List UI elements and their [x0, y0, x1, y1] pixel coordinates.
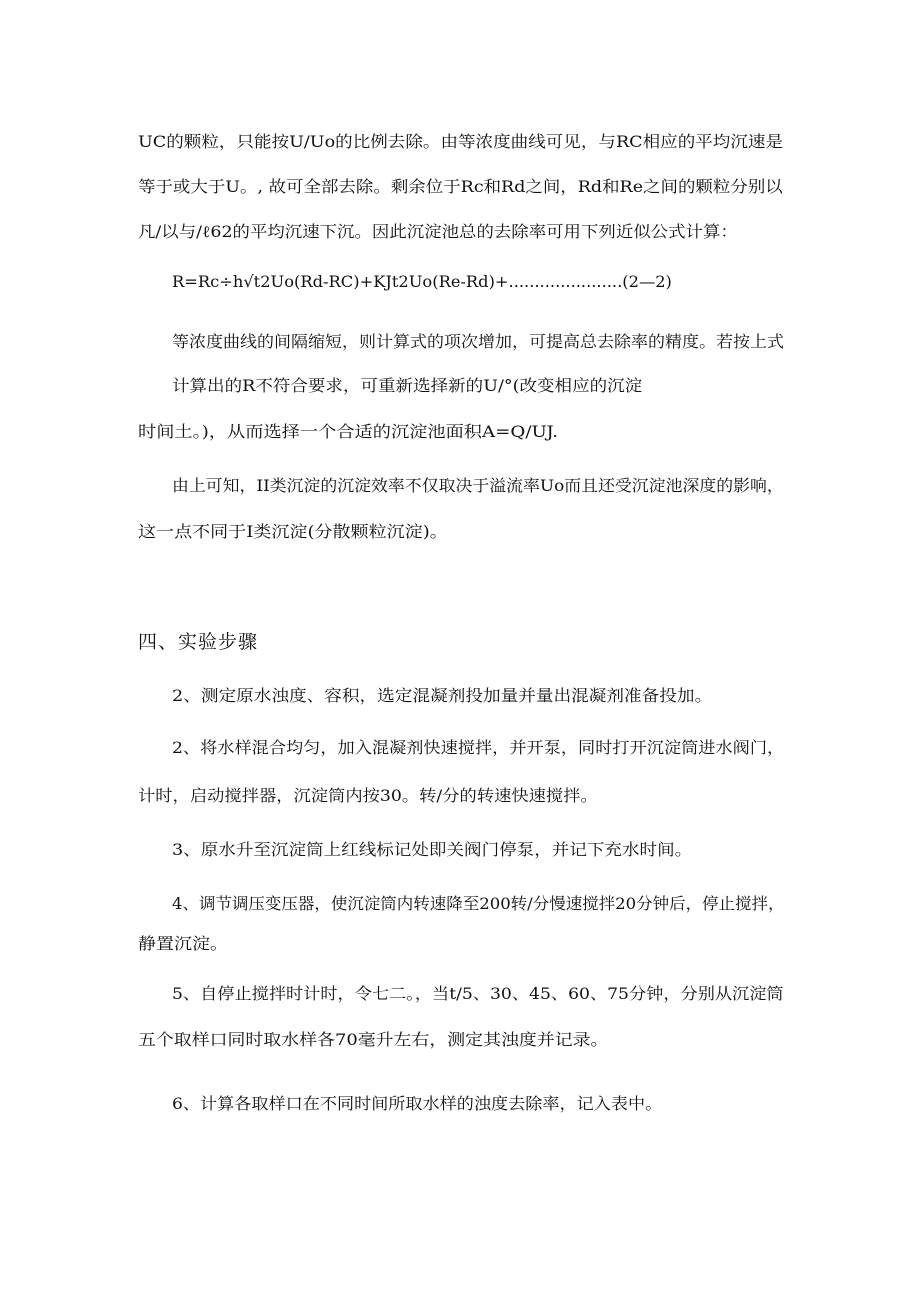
- step-line: 2、将水样混合均匀，加入混凝剂快速搅拌，并开泵，同时打开沉淀筒进水阀门，: [172, 738, 785, 757]
- step-line: 2、测定原水浊度、容积，选定混凝剂投加量并量出混凝剂准备投加。: [172, 686, 713, 705]
- paragraph-line: 这一点不同于I类沉淀(分散颗粒沉淀)。: [138, 522, 448, 541]
- section-title: 四、实验步骤: [138, 631, 259, 653]
- paragraph-line: 等浓度曲线的间隔缩短，则计算式的项次增加，可提高总去除率的精度。若按上式: [172, 332, 785, 351]
- step-line: 3、原水升至沉淀筒上红线标记处即关阀门停泵，并记下充水时间。: [172, 840, 693, 859]
- paragraph-line: 由上可知，II类沉淀的沉淀效率不仅取决于溢流率Uo而且还受沉淀池深度的影响，: [172, 476, 784, 495]
- step-line: 计时，启动搅拌器，沉淀筒内按30。转/分的转速快速搅拌。: [138, 786, 598, 805]
- paragraph-line: 计算出的R不符合要求，可重新选择新的U/°(改变相应的沉淀: [172, 376, 643, 395]
- step-line: 4、调节调压变压器，使沉淀筒内转速降至200转/分慢速搅拌20分钟后，停止搅拌，: [172, 894, 785, 913]
- step-line: 静置沉淀。: [138, 934, 229, 953]
- step-line: 6、计算各取样口在不同时间所取水样的浊度去除率，记入表中。: [172, 1094, 663, 1113]
- paragraph-line: UC的颗粒，只能按U/Uo的比例去除。由等浓度曲线可见，与RC相应的平均沉速是: [138, 132, 784, 151]
- paragraph-line: 凡/以与/ℓ62的平均沉速下沉。因此沉淀池总的去除率可用下列近似公式计算：: [138, 222, 738, 241]
- step-line: 五个取样口同时取水样各70毫升左右，测定其浊度并记录。: [138, 1030, 609, 1049]
- paragraph-line: 时间土。)，从而选择一个合适的沉淀池面积A=Q/UJ.: [138, 422, 559, 441]
- paragraph-line: 等于或大于U。, 故可全部去除。剩余位于Rc和Rd之间，Rd和Re之间的颗粒分别以: [138, 177, 783, 196]
- step-line: 5、自停止搅拌时计时，令七二。，当t/5、30、45、60、75分钟，分别从沉淀筒: [172, 984, 784, 1003]
- formula-line: R=Rc÷h√t2Uo(Rd-RC)+KJt2Uo(Re-Rd)+......................(2—2): [172, 272, 672, 291]
